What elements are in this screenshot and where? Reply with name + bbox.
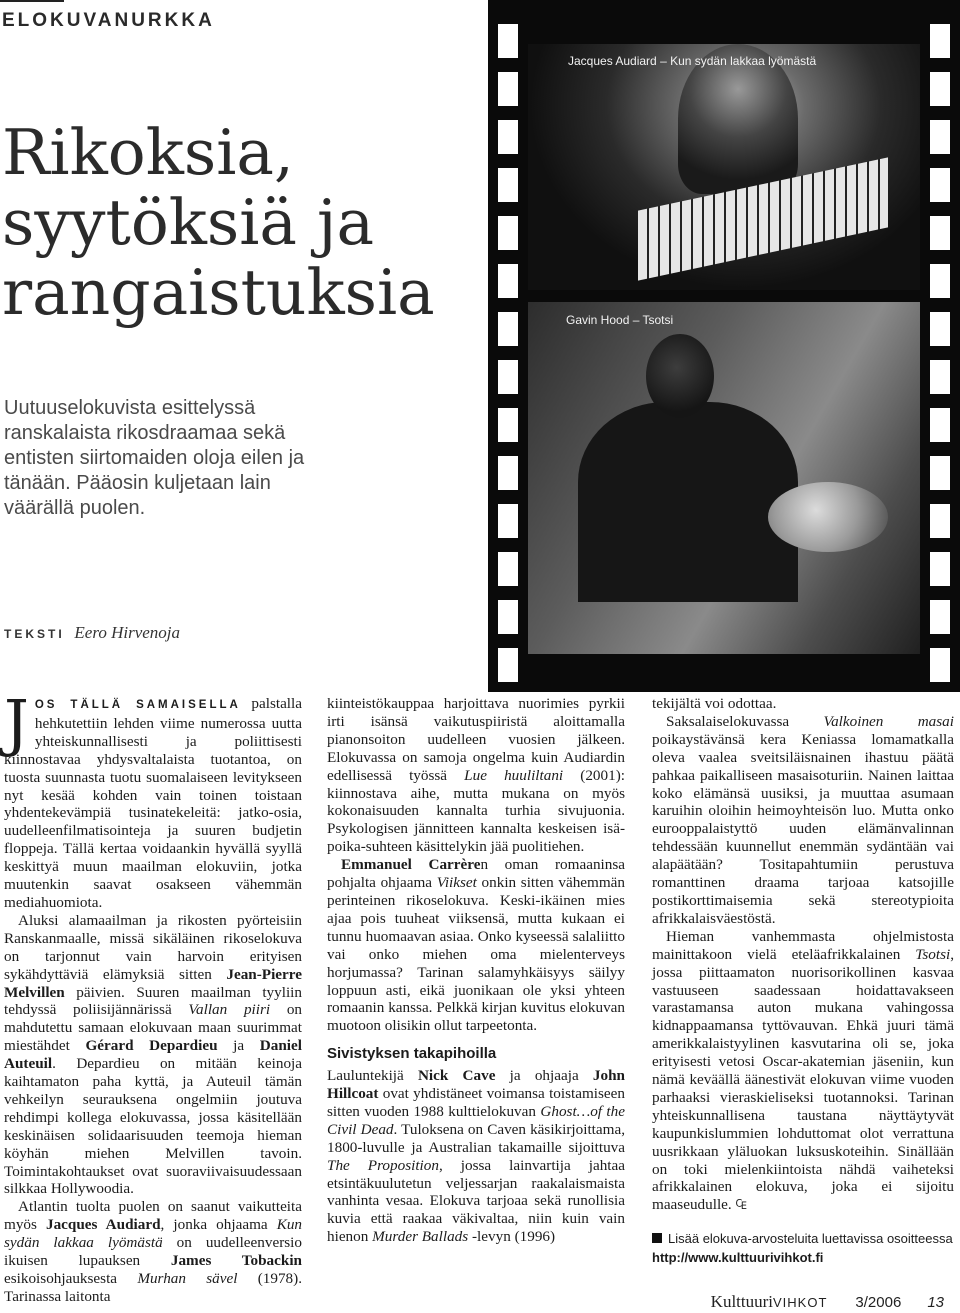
photo-tsotsi-body: [578, 402, 798, 602]
film-sprocket-hole: [930, 504, 950, 538]
film-sprocket-hole: [930, 216, 950, 250]
film-title: Vallan piiri: [188, 1001, 271, 1019]
text: kiinteistökauppaa harjoittava nuorimies pyrkii irti isänsä vaikutuspiiristä aloittamalla pianonsoiton uudelleen vuosien jälkeen. Elokuvassa on samoja ongelma kuin Audiardin edellisessä työssä: [327, 695, 625, 784]
film-sprocket-hole: [498, 216, 518, 250]
text: . Tuloksena on Caven käsikirjoittama, 1800-luvulle ja Australian takamaille sijoittuva: [327, 1120, 625, 1156]
text: on uudelleenversio ikuisen lupauksen: [4, 1234, 302, 1270]
paragraph: [4, 1198, 302, 1305]
film-sprocket-hole: [498, 264, 518, 298]
footer-brand: Kulttuuri: [710, 1292, 774, 1311]
byline-author: Eero Hirvenoja: [74, 623, 181, 642]
film-title: Lue huuliltani: [464, 766, 564, 784]
name-bold: Nick Cave: [417, 1067, 496, 1085]
film-sprocket-hole: [498, 168, 518, 202]
film-sprocket-hole: [498, 72, 518, 106]
film-sprocket-hole: [498, 312, 518, 346]
paragraph: [652, 713, 954, 928]
website-note: [652, 1229, 954, 1267]
name-bold: James Tobackin: [170, 1252, 302, 1270]
film-sprocket-hole: [930, 360, 950, 394]
paragraph: [4, 912, 302, 1199]
text: ja ohjaaja: [495, 1067, 593, 1085]
subheading: Sivistyksen takapihoilla: [327, 1045, 497, 1063]
film-sprocket-hole: [498, 24, 518, 58]
body-column-2: [327, 695, 625, 1246]
body-column-3: [652, 695, 954, 1267]
footer-brand-suffix: VIHKOT: [773, 1295, 828, 1310]
film-sprocket-hole: [498, 648, 518, 682]
name-bold: John Hillcoat: [327, 1067, 625, 1103]
section-rule: [0, 0, 64, 2]
text: , jonka ohjaama: [160, 1216, 277, 1234]
title-line-2: syytöksiä ja: [2, 186, 375, 259]
paragraph: [652, 928, 954, 1216]
film-title: Valkoinen masai: [823, 712, 954, 730]
film-sprocket-hole: [498, 600, 518, 634]
footer-page-number: 13: [927, 1294, 944, 1311]
article-title: [2, 118, 482, 328]
film-sprocket-hole: [930, 120, 950, 154]
film-sprocket-hole: [930, 408, 950, 442]
film-sprocket-hole: [930, 312, 950, 346]
note-text: Lisää elokuva-arvosteluita luettavissa osoitteessa: [668, 1231, 953, 1247]
film-title: Kun sydän lakkaa lyömästä: [4, 1216, 303, 1252]
text: onkin sitten vähemmän perinteinen rikoselokuva. Keski-ikäinen mies ajaa pois tuuheat viiksensä, mutta kukaan ei tunnu huomaavan asiaa. Onko kyseessä salaliitto vai onko miehen oma mielenterveys horjumassa? Tarinan salamyhkäisyys säilyy loppuun asti, eikä juonikaan ole yksi yhteen romaanin kanssa. Pelkkä kirjan kuvitus elokuvan muotoon olisikin ollut tarpeetonta.: [327, 874, 625, 1035]
film-title: Tsotsi: [915, 945, 951, 963]
text: . Depardieu on mitään keinoja kaihtamaton paha kyttä, ja Auteuil tämän vehkeilyn seurauksena ongelmiin joutuva rehdimpi kollega elokuvassa, jossa käsitellään keskinäisen solidaarisuuden teemoja hieman köyhän miehen Melvillen tavoin. Toimintakohtaukset ovat suoraviivaisuudessaan silkkaa Hollywoodia.: [4, 1055, 302, 1198]
film-sprocket-hole: [930, 24, 950, 58]
film-title: Murhan sävel: [137, 1270, 238, 1287]
film-sprocket-hole: [498, 504, 518, 538]
photo-tsotsi-head: [646, 334, 714, 418]
name-bold: Jacques Audiard: [45, 1216, 161, 1234]
text: poikaystävänsä kera Keniassa lomamatkalla oleva vaalea sveitsiläisnainen ihastuu päätä pahkaa paikalliseen masaisoturiin. Nainen laittaa koko elämänsä uusiksi, ja muuttaa asumaan karuihin oloihin heimoyhteisön luo. Mutta onko eurooppalaistyttö uuden elämänvalinnan tehdessään kuunnellut enemmän sydäntään vai alapäätään? Tositapahtumiin perustuva romanttinen draama tarjoaa katsojille postikorttimaisemia sekä stereotypioita afrikkalaisväestöstä.: [652, 730, 954, 927]
footer-issue: 3/2006: [855, 1294, 902, 1311]
text: Lauluntekijä: [327, 1067, 418, 1085]
end-mark-icon: ₠: [735, 1198, 747, 1214]
paragraph: [4, 686, 302, 912]
name-bold: Gérard Depardieu: [85, 1037, 218, 1055]
film-sprocket-hole: [930, 552, 950, 586]
film-sprocket-hole: [498, 120, 518, 154]
paragraph: [327, 856, 625, 1035]
text: päivien. Suuren maailman tyyliin tehdyssä poliisijännärissä: [4, 983, 302, 1019]
name-bold: Jean-Pierre Melvillen: [4, 965, 302, 1001]
lead-paragraph: Uutuuselokuvista esittelyssä ranskalaista rikosdraamaa sekä entisten siirtomaiden oloja eilen ja tänään. Pääosin kuljetaan lain väärällä puolen.: [4, 397, 305, 519]
caption-photo-1: Jacques Audiard – Kun sydän lakkaa lyömästä: [568, 54, 817, 68]
film-title: Viikset: [436, 874, 477, 892]
text: Aluksi alamaailman ja rikosten pyörteisiin Ranskanmaalle, missä sikäläinen rikoselokuva on tarjonnut vain harvoin erityisen sykähdyttäviä elämyksiä sitten: [4, 911, 302, 983]
text: (1978). Tarinassa laitonta: [4, 1270, 303, 1305]
film-strip: [488, 0, 960, 692]
text: palstalla hehkutettiin lehden viime numerossa uutta yhteiskunnallisesti ja poliittisesti kiinnostavaa yhdysvaltalaista tuotantoa, on tuosta suunnasta tuotu suomalaiseen levitykseen nyt kesää kohden vain toinen toistaan yhdentekevämpiä tusinatekeleitä: jatko-osia, uudelleenfilmatisointeja ja suuren budjetin floppeja. Tällä kertaa voidaankin hyvällä syyllä keskittyä muun maailman elokuviin, jotka muutenkin saavat osakseen vähemmän mediahuomiota.: [4, 695, 302, 911]
byline: [4, 623, 180, 643]
film-sprocket-hole: [498, 552, 518, 586]
text: Atlantin tuolta puolen on saanut vaikutteita myös: [4, 1198, 302, 1234]
photo-tsotsi: [528, 302, 920, 654]
text: , jossa lainvartija jahtaa etsintäkuulutetun veljessarjan raakalaismaista vanhinta vesaa. Elokuva tarjoaa sekä runollisia kuvia että raakaa väkivaltaa, niin kuin vain hienon: [327, 1156, 625, 1246]
text: esikoisohjauksesta: [4, 1270, 138, 1287]
website-link[interactable]: http://www.kulttuurivihkot.fi: [652, 1250, 824, 1266]
title-line-3: rangaistuksia: [2, 256, 435, 329]
text: , jossa piittaamaton nuorisorikollinen kasvaa vastuuseen saadessaan hoidattavakseen varastamansa auton mukana vahingossa kidnappaamansa tyttövauvan. Ehkä juuri tämä amerikkalaistyylinen kasvutarina oli se, joka erityisesti vetosi Oscar-akatemian jäseniin, kun nämä keväällä äänestivät elokuvan viime vuoden parhaaksi vieraskieliseksi tuotannoksi. Tarinan yhteiskunnallisena taustana näyttäytyvät kaupunkislummien lohduttomat olot verrattuna uusrikkaan yläluokan luksuskoteihin. Sinällään on toki mielenkiintoista nähdä vaiheteksi afrikkalainen elokuva, joka ei sijoitu maaseudulle.: [652, 945, 954, 1214]
name-bold: Emmanuel Carrère: [341, 856, 481, 874]
film-title: The Proposition: [327, 1156, 439, 1174]
smallcaps-lead: OS TÄLLÄ SAMAISELLA: [34, 699, 241, 711]
film-sprocket-hole: [498, 408, 518, 442]
text: (2001): kiinnostava aihe, mutta mukana on myös kokonaisuuden kannalta turhia sivujuonia. Psykologisen jännitteen kannalta keskeisen isä-poika-suhteen käsittelykin jää puolitiehen.: [327, 766, 625, 856]
photo-pianist: [528, 44, 920, 290]
name-bold: Daniel Auteuil: [4, 1037, 302, 1073]
text: ovat yhdistäneet voimansa toistamiseen sitten vuoden 1988 kulttielokuvan: [327, 1085, 625, 1120]
title-line-1: Rikoksia,: [2, 116, 294, 189]
caption-photo-2: Gavin Hood – Tsotsi: [566, 313, 674, 327]
paragraph: [327, 1067, 625, 1246]
film-sprocket-hole: [930, 168, 950, 202]
text: n oman romaaninsa pohjalta ohjaama: [327, 856, 625, 892]
film-sprocket-hole: [930, 456, 950, 490]
page-footer: [711, 1292, 944, 1312]
text: Saksalaiselokuvassa: [666, 712, 824, 730]
paragraph: tekijältä voi odottaa.: [652, 695, 777, 712]
film-sprocket-hole: [930, 600, 950, 634]
film-title: Ghost…of the Civil Dead: [327, 1102, 625, 1138]
film-sprocket-hole: [930, 72, 950, 106]
dropcap: J: [4, 686, 29, 759]
square-bullet-icon: [652, 1233, 662, 1243]
text: -levyn (1996): [468, 1228, 556, 1246]
paragraph: [327, 695, 625, 856]
byline-label: TEKSTI: [4, 627, 65, 641]
section-label: ELOKUVANURKKA: [2, 10, 215, 31]
album-title: Murder Ballads: [372, 1228, 469, 1246]
text: Hieman vanhemmasta ohjelmistosta mainittakoon vielä eteläafrikkalainen: [652, 927, 954, 963]
film-sprocket-hole: [930, 264, 950, 298]
film-sprocket-hole: [498, 360, 518, 394]
film-sprocket-hole: [930, 648, 950, 682]
film-sprocket-hole: [498, 456, 518, 490]
body-column-1: [4, 686, 303, 1306]
text: on mahdutettu samaan elokuvaan maan suurimmat miestähdet: [4, 1001, 302, 1055]
text: ja: [217, 1037, 260, 1055]
photo-tsotsi-baby: [768, 482, 888, 552]
